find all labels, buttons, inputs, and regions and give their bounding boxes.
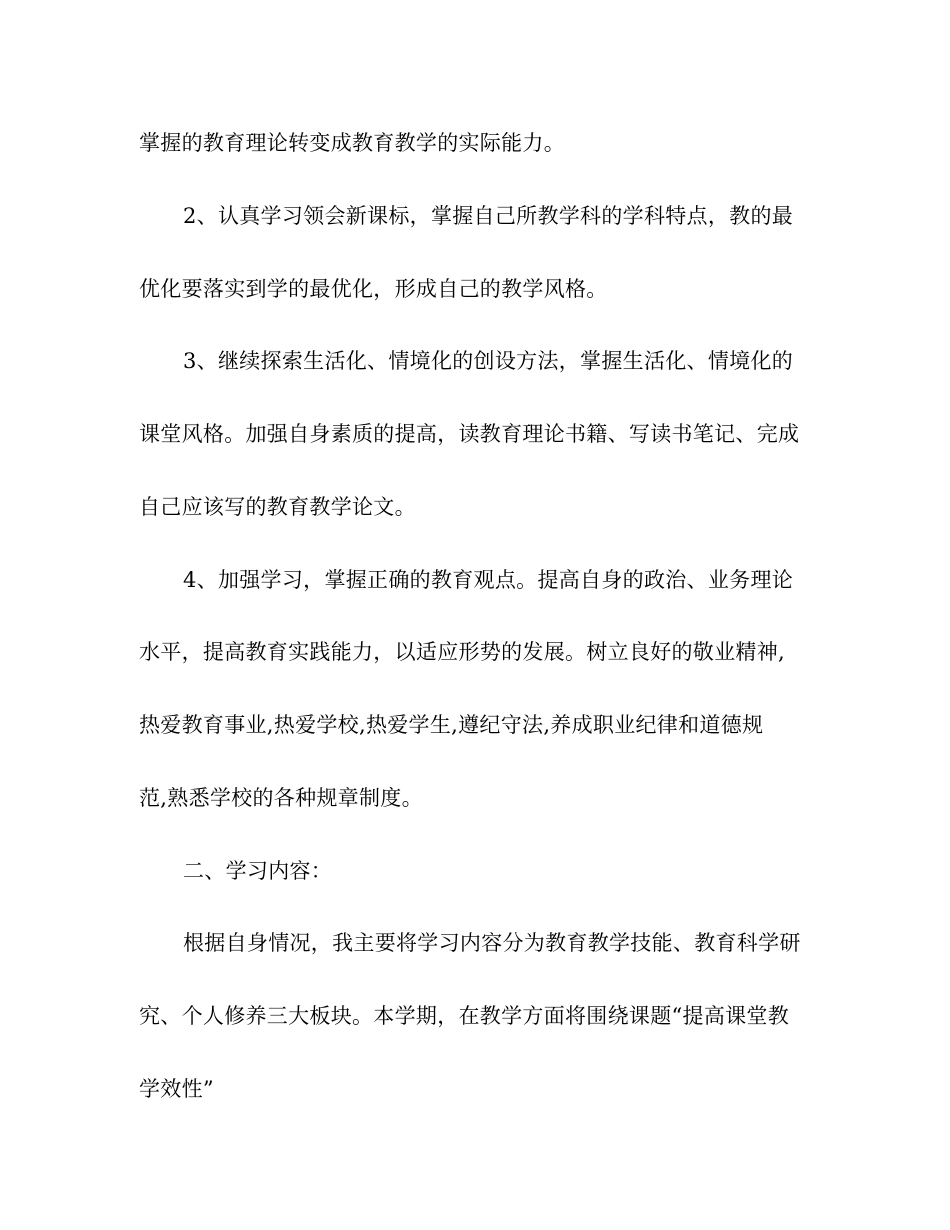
text-line: 学效性” <box>139 1077 214 1101</box>
text-line: 优化要落实到学的最优化，形成自己的教学风格。 <box>139 277 608 301</box>
text-line: 根据自身情况，我主要将学习内容分为教育教学技能、教育科学研 <box>183 931 801 955</box>
section-heading: 二、学习内容： <box>183 859 333 883</box>
text-line: 掌握的教育理论转变成教育教学的实际能力。 <box>139 131 565 155</box>
text-line: 4、加强学习，掌握正确的教育观点。提高自身的政治、业务理论 <box>183 568 794 592</box>
text-line: 3、继续探索生活化、情境化的创设方法，掌握生活化、情境化的 <box>183 349 794 373</box>
text-line: 究、个人修养三大板块。本学期，在教学方面将围绕课题“提高课堂教 <box>139 1004 790 1028</box>
text-line: 自己应该写的教育教学论文。 <box>139 495 416 519</box>
text-line: 范,熟悉学校的各种规章制度。 <box>139 786 423 810</box>
text-line: 热爱教育事业,热爱学校,热爱学生,遵纪守法,养成职业纪律和道德规 <box>139 713 764 737</box>
text-line: 水平，提高教育实践能力，以适应形势的发展。树立良好的敬业精神, <box>139 640 785 664</box>
text-line: 2、认真学习领会新课标，掌握自己所教学科的学科特点，教的最 <box>183 204 794 228</box>
text-line: 课堂风格。加强自身素质的提高，读教育理论书籍、写读书笔记、完成 <box>139 422 800 446</box>
